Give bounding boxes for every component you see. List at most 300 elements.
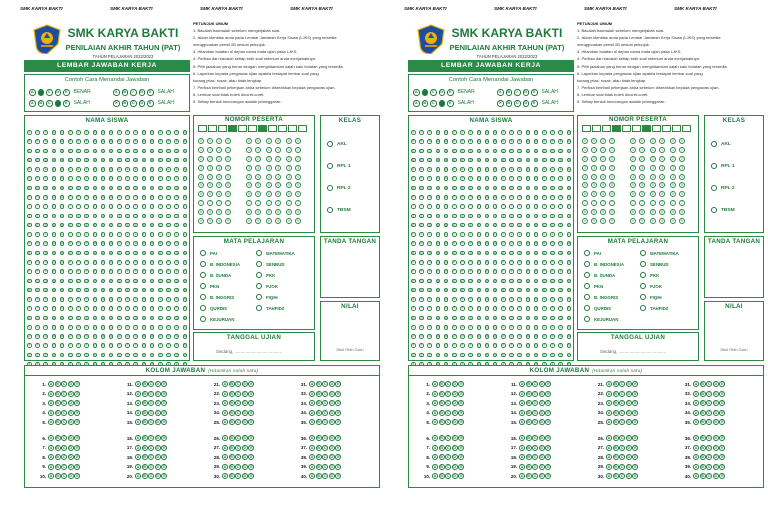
name-bubble[interactable]: H bbox=[159, 195, 162, 199]
name-bubble[interactable]: Y bbox=[85, 353, 88, 357]
name-bubble[interactable]: D bbox=[567, 158, 570, 162]
answer-bubble[interactable]: E bbox=[460, 382, 463, 386]
digit-bubble[interactable]: 0 bbox=[679, 138, 685, 144]
name-bubble[interactable]: Q bbox=[494, 279, 497, 283]
name-bubble[interactable]: E bbox=[543, 168, 546, 172]
name-bubble[interactable]: Q bbox=[461, 279, 464, 283]
digit-bubble[interactable]: 4 bbox=[639, 174, 645, 180]
digit-bubble[interactable]: 0 bbox=[659, 138, 665, 144]
name-bubble[interactable]: F bbox=[445, 177, 447, 181]
name-bubble[interactable]: M bbox=[175, 242, 178, 246]
name-bubble[interactable]: X bbox=[543, 344, 546, 348]
answer-bubble[interactable]: C bbox=[620, 455, 624, 460]
name-bubble[interactable]: M bbox=[445, 242, 448, 246]
digit-bubble[interactable]: 1 bbox=[609, 147, 615, 153]
answer-bubble[interactable]: B bbox=[614, 410, 617, 415]
name-bubble[interactable]: N bbox=[461, 251, 464, 255]
name-bubble[interactable]: C bbox=[428, 149, 431, 153]
name-bubble[interactable]: O bbox=[494, 260, 497, 264]
name-bubble[interactable]: D bbox=[551, 158, 554, 162]
answer-bubble[interactable]: D bbox=[69, 391, 73, 396]
name-bubble[interactable]: W bbox=[118, 335, 121, 339]
answer-bubble[interactable]: D bbox=[453, 391, 457, 396]
digit-bubble[interactable]: 0 bbox=[225, 138, 231, 144]
digit-bubble[interactable]: 2 bbox=[609, 156, 615, 162]
answer-bubble[interactable]: C bbox=[533, 445, 537, 450]
name-bubble[interactable]: P bbox=[126, 270, 129, 274]
name-bubble[interactable]: R bbox=[61, 288, 63, 292]
subject-radio[interactable] bbox=[200, 316, 206, 322]
name-bubble[interactable]: I bbox=[478, 205, 480, 209]
name-bubble[interactable]: J bbox=[494, 214, 496, 218]
name-bubble[interactable]: B bbox=[110, 140, 112, 144]
name-bubble[interactable]: A bbox=[527, 131, 529, 134]
name-bubble[interactable]: F bbox=[469, 177, 472, 181]
name-bubble[interactable]: G bbox=[518, 186, 521, 190]
name-bubble[interactable]: E bbox=[420, 168, 423, 172]
subject-option[interactable] bbox=[256, 272, 275, 278]
class-option[interactable] bbox=[711, 207, 735, 213]
answer-bubble[interactable]: E bbox=[163, 436, 166, 440]
name-bubble[interactable]: F bbox=[519, 177, 521, 181]
answer-bubble[interactable]: A bbox=[136, 455, 140, 460]
name-bubble[interactable]: E bbox=[110, 168, 112, 172]
name-bubble[interactable]: C bbox=[436, 149, 439, 153]
name-bubble[interactable]: S bbox=[143, 298, 145, 302]
name-bubble[interactable]: L bbox=[167, 233, 170, 237]
name-bubble[interactable]: C bbox=[61, 149, 63, 153]
answer-bubble[interactable]: E bbox=[547, 464, 550, 469]
answer-bubble[interactable]: C bbox=[707, 391, 711, 396]
name-bubble[interactable]: P bbox=[461, 270, 464, 274]
name-bubble[interactable]: J bbox=[110, 214, 112, 218]
name-bubble[interactable]: N bbox=[518, 251, 521, 255]
name-bubble[interactable]: W bbox=[69, 335, 72, 339]
name-bubble[interactable]: F bbox=[94, 177, 96, 181]
answer-bubble[interactable]: E bbox=[460, 410, 463, 415]
name-bubble[interactable]: L bbox=[102, 233, 104, 237]
answer-bubble[interactable]: A bbox=[433, 436, 437, 440]
name-bubble[interactable]: T bbox=[118, 307, 121, 311]
name-bubble[interactable]: W bbox=[44, 335, 47, 339]
number-cell[interactable] bbox=[662, 125, 671, 132]
answer-bubble[interactable]: E bbox=[634, 445, 637, 450]
name-bubble[interactable]: R bbox=[69, 288, 72, 292]
answer-bubble[interactable]: E bbox=[163, 455, 166, 460]
name-bubble[interactable]: H bbox=[183, 195, 186, 199]
name-bubble[interactable]: U bbox=[134, 316, 137, 320]
subject-radio[interactable] bbox=[256, 272, 262, 278]
name-bubble[interactable]: L bbox=[110, 233, 112, 237]
name-bubble[interactable]: O bbox=[412, 260, 415, 264]
name-bubble[interactable]: Y bbox=[551, 353, 554, 357]
name-bubble[interactable]: N bbox=[110, 251, 113, 255]
class-option[interactable] bbox=[327, 141, 347, 147]
digit-bubble[interactable]: 1 bbox=[255, 147, 261, 153]
answer-bubble[interactable]: B bbox=[614, 464, 617, 469]
name-bubble[interactable]: K bbox=[28, 223, 31, 227]
name-bubble[interactable]: Q bbox=[142, 279, 145, 283]
name-bubble[interactable]: I bbox=[519, 205, 521, 209]
name-bubble[interactable]: J bbox=[510, 214, 513, 218]
name-bubble[interactable]: K bbox=[184, 223, 186, 227]
name-bubble[interactable]: C bbox=[527, 149, 529, 153]
name-bubble[interactable]: R bbox=[518, 288, 521, 292]
name-bubble[interactable]: S bbox=[510, 298, 513, 302]
name-bubble[interactable]: L bbox=[45, 233, 47, 237]
name-bubble[interactable]: I bbox=[86, 205, 87, 209]
name-bubble[interactable]: X bbox=[102, 344, 104, 348]
subject-radio[interactable] bbox=[256, 261, 262, 267]
answer-bubble[interactable]: E bbox=[337, 455, 340, 460]
name-bubble[interactable]: B bbox=[118, 140, 121, 144]
digit-bubble[interactable]: 2 bbox=[600, 156, 606, 162]
name-bubble[interactable]: J bbox=[478, 214, 480, 218]
name-bubble[interactable]: G bbox=[61, 186, 63, 190]
digit-bubble[interactable]: 6 bbox=[295, 191, 301, 197]
number-cell[interactable] bbox=[228, 125, 237, 132]
name-bubble[interactable]: P bbox=[559, 270, 562, 274]
answer-bubble[interactable]: E bbox=[163, 474, 166, 479]
name-bubble[interactable]: Y bbox=[126, 353, 129, 357]
answer-bubble[interactable]: E bbox=[163, 401, 166, 406]
number-cell[interactable] bbox=[238, 125, 247, 132]
answer-bubble[interactable]: D bbox=[540, 391, 544, 396]
name-bubble[interactable]: I bbox=[110, 205, 112, 209]
name-bubble[interactable]: X bbox=[28, 344, 31, 348]
name-bubble[interactable]: B bbox=[159, 140, 162, 144]
number-cell[interactable] bbox=[622, 125, 631, 132]
name-bubble[interactable]: R bbox=[28, 288, 31, 292]
name-bubble[interactable]: T bbox=[469, 307, 472, 311]
name-bubble[interactable]: S bbox=[469, 298, 472, 302]
name-bubble[interactable]: C bbox=[510, 149, 513, 153]
digit-bubble[interactable]: 8 bbox=[679, 209, 685, 215]
answer-bubble[interactable]: E bbox=[250, 382, 253, 386]
answer-bubble[interactable]: E bbox=[547, 410, 550, 415]
answer-bubble[interactable]: E bbox=[460, 420, 463, 425]
name-bubble[interactable]: V bbox=[502, 325, 505, 329]
digit-bubble[interactable]: 3 bbox=[255, 165, 261, 171]
answer-bubble[interactable]: A bbox=[433, 401, 437, 406]
digit-bubble[interactable]: 8 bbox=[600, 209, 606, 215]
name-bubble[interactable]: D bbox=[518, 158, 521, 162]
class-option[interactable] bbox=[327, 185, 351, 191]
answer-bubble[interactable]: D bbox=[243, 474, 247, 479]
name-bubble[interactable]: R bbox=[151, 288, 153, 292]
name-bubble[interactable]: U bbox=[175, 316, 178, 320]
name-bubble[interactable]: G bbox=[159, 186, 162, 190]
digit-bubble[interactable]: 2 bbox=[591, 156, 597, 162]
answer-bubble[interactable]: C bbox=[533, 455, 537, 460]
name-bubble[interactable]: B bbox=[28, 140, 31, 144]
digit-bubble[interactable]: 0 bbox=[639, 138, 645, 144]
name-bubble[interactable]: X bbox=[93, 344, 96, 348]
name-bubble[interactable]: R bbox=[477, 288, 480, 292]
answer-bubble[interactable]: D bbox=[714, 391, 718, 396]
name-bubble[interactable]: J bbox=[519, 214, 521, 218]
name-bubble[interactable]: T bbox=[167, 307, 170, 311]
answer-bubble[interactable]: D bbox=[330, 436, 334, 440]
name-bubble[interactable]: H bbox=[502, 195, 505, 199]
name-bubble[interactable]: M bbox=[477, 242, 480, 246]
class-radio[interactable] bbox=[711, 185, 717, 191]
answer-bubble[interactable]: C bbox=[236, 445, 240, 450]
digit-bubble[interactable]: 0 bbox=[630, 138, 636, 144]
name-bubble[interactable]: R bbox=[93, 288, 96, 292]
name-bubble[interactable]: G bbox=[477, 186, 480, 190]
name-bubble[interactable]: I bbox=[494, 205, 496, 209]
name-bubble[interactable]: B bbox=[428, 140, 431, 144]
name-bubble[interactable]: M bbox=[28, 242, 31, 246]
answer-bubble[interactable]: E bbox=[76, 464, 79, 469]
name-bubble[interactable]: R bbox=[510, 288, 513, 292]
answer-bubble[interactable]: D bbox=[243, 410, 247, 415]
digit-bubble[interactable]: 4 bbox=[582, 174, 588, 180]
answer-bubble[interactable]: D bbox=[69, 464, 73, 469]
name-bubble[interactable]: B bbox=[143, 140, 145, 144]
name-bubble[interactable]: H bbox=[118, 195, 121, 199]
digit-bubble[interactable]: 9 bbox=[198, 218, 204, 224]
name-bubble[interactable]: H bbox=[134, 195, 137, 199]
name-bubble[interactable]: Q bbox=[477, 279, 480, 283]
name-bubble[interactable]: Y bbox=[53, 353, 55, 357]
answer-bubble[interactable]: C bbox=[707, 455, 711, 460]
name-bubble[interactable]: G bbox=[420, 186, 423, 190]
name-bubble[interactable]: P bbox=[167, 270, 170, 274]
digit-bubble[interactable]: 9 bbox=[275, 218, 281, 224]
number-cell[interactable] bbox=[672, 125, 681, 132]
name-bubble[interactable]: A bbox=[535, 131, 537, 134]
name-bubble[interactable]: W bbox=[444, 335, 448, 339]
answer-bubble[interactable]: E bbox=[721, 445, 724, 450]
digit-bubble[interactable]: 2 bbox=[630, 156, 636, 162]
answer-bubble[interactable]: A bbox=[607, 445, 611, 450]
answer-bubble[interactable]: D bbox=[330, 410, 334, 415]
answer-bubble[interactable]: B bbox=[527, 420, 530, 425]
answer-bubble[interactable]: E bbox=[721, 464, 724, 469]
answer-bubble[interactable]: B bbox=[143, 391, 146, 396]
name-bubble[interactable]: A bbox=[44, 131, 47, 134]
answer-bubble[interactable]: A bbox=[49, 474, 53, 479]
name-bubble[interactable]: S bbox=[412, 298, 415, 302]
name-bubble[interactable]: N bbox=[453, 251, 456, 255]
name-bubble[interactable]: R bbox=[436, 288, 439, 292]
digit-bubble[interactable]: 7 bbox=[225, 200, 231, 206]
name-bubble[interactable]: W bbox=[559, 335, 562, 339]
answer-bubble[interactable]: C bbox=[236, 436, 240, 440]
name-bubble[interactable]: D bbox=[420, 158, 423, 162]
name-bubble[interactable]: V bbox=[85, 325, 88, 329]
name-bubble[interactable]: X bbox=[85, 344, 88, 348]
name-bubble[interactable]: I bbox=[560, 205, 561, 209]
answer-bubble[interactable]: A bbox=[49, 445, 53, 450]
name-bubble[interactable]: P bbox=[77, 270, 80, 274]
name-bubble[interactable]: C bbox=[134, 149, 137, 153]
subject-option[interactable] bbox=[256, 294, 278, 300]
name-bubble[interactable]: K bbox=[44, 223, 47, 227]
answer-bubble[interactable]: C bbox=[533, 436, 537, 440]
digit-bubble[interactable]: 2 bbox=[582, 156, 588, 162]
name-bubble[interactable]: A bbox=[453, 131, 456, 134]
name-bubble[interactable]: C bbox=[36, 149, 39, 153]
subject-radio[interactable] bbox=[200, 272, 206, 278]
answer-bubble[interactable]: C bbox=[533, 391, 537, 396]
name-bubble[interactable]: R bbox=[551, 288, 554, 292]
digit-bubble[interactable]: 7 bbox=[659, 200, 665, 206]
answer-bubble[interactable]: C bbox=[446, 445, 450, 450]
digit-bubble[interactable]: 3 bbox=[225, 165, 231, 171]
digit-bubble[interactable]: 5 bbox=[679, 182, 685, 188]
answer-bubble[interactable]: E bbox=[721, 455, 724, 460]
name-bubble[interactable]: U bbox=[118, 316, 121, 320]
name-bubble[interactable]: K bbox=[175, 223, 178, 227]
name-bubble[interactable]: F bbox=[36, 177, 39, 181]
name-bubble[interactable]: N bbox=[486, 251, 488, 255]
answer-bubble[interactable]: D bbox=[330, 445, 334, 450]
name-bubble[interactable]: K bbox=[543, 223, 546, 227]
name-bubble[interactable]: E bbox=[412, 168, 415, 172]
answer-bubble[interactable]: D bbox=[714, 382, 718, 386]
name-bubble[interactable]: N bbox=[494, 251, 497, 255]
name-bubble[interactable]: T bbox=[110, 307, 112, 311]
name-bubble[interactable]: R bbox=[461, 288, 464, 292]
name-bubble[interactable]: K bbox=[159, 223, 162, 227]
name-bubble[interactable]: F bbox=[126, 177, 129, 181]
name-bubble[interactable]: H bbox=[167, 195, 170, 199]
name-bubble[interactable]: Y bbox=[518, 353, 521, 357]
name-bubble[interactable]: P bbox=[53, 270, 55, 274]
answer-bubble[interactable]: B bbox=[230, 445, 233, 450]
name-bubble[interactable]: E bbox=[568, 168, 570, 172]
name-bubble[interactable]: E bbox=[102, 168, 104, 172]
digit-bubble[interactable]: 4 bbox=[630, 174, 636, 180]
digit-bubble[interactable]: 3 bbox=[582, 165, 588, 171]
answer-bubble[interactable]: A bbox=[223, 410, 227, 415]
name-bubble[interactable]: D bbox=[36, 158, 39, 162]
name-bubble[interactable]: A bbox=[494, 131, 496, 134]
digit-bubble[interactable]: 3 bbox=[286, 165, 292, 171]
name-bubble[interactable]: B bbox=[543, 140, 546, 144]
answer-bubble[interactable]: D bbox=[540, 436, 544, 440]
name-bubble[interactable]: S bbox=[535, 298, 537, 302]
name-bubble[interactable]: H bbox=[52, 195, 55, 199]
name-bubble[interactable]: S bbox=[69, 298, 72, 302]
name-bubble[interactable]: W bbox=[134, 335, 137, 339]
name-bubble[interactable]: I bbox=[503, 205, 504, 209]
name-bubble[interactable]: Q bbox=[126, 279, 129, 283]
name-bubble[interactable]: I bbox=[37, 205, 38, 209]
answer-bubble[interactable]: A bbox=[136, 382, 140, 386]
class-option[interactable] bbox=[711, 163, 735, 169]
name-bubble[interactable]: S bbox=[175, 298, 178, 302]
subject-option[interactable] bbox=[256, 261, 285, 267]
name-bubble[interactable]: E bbox=[551, 168, 554, 172]
name-bubble[interactable]: L bbox=[184, 233, 186, 237]
name-bubble[interactable]: O bbox=[469, 260, 472, 264]
answer-bubble[interactable]: A bbox=[520, 382, 524, 386]
name-bubble[interactable]: T bbox=[543, 307, 546, 311]
name-bubble[interactable]: V bbox=[44, 325, 47, 329]
name-bubble[interactable]: A bbox=[151, 131, 153, 134]
name-bubble[interactable]: H bbox=[93, 195, 96, 199]
answer-bubble[interactable]: D bbox=[540, 382, 544, 386]
name-bubble[interactable]: Q bbox=[134, 279, 137, 283]
answer-bubble[interactable]: D bbox=[627, 474, 631, 479]
number-cell[interactable] bbox=[198, 125, 207, 132]
name-bubble[interactable]: H bbox=[420, 195, 423, 199]
name-bubble[interactable]: N bbox=[428, 251, 431, 255]
name-bubble[interactable]: X bbox=[469, 344, 472, 348]
name-bubble[interactable]: N bbox=[551, 251, 554, 255]
answer-bubble[interactable]: A bbox=[223, 464, 227, 469]
answer-bubble[interactable]: E bbox=[634, 420, 637, 425]
answer-bubble[interactable]: C bbox=[707, 382, 711, 386]
name-bubble[interactable]: L bbox=[118, 233, 121, 237]
name-bubble[interactable]: D bbox=[412, 158, 415, 162]
answer-bubble[interactable]: D bbox=[453, 445, 457, 450]
digit-bubble[interactable]: 9 bbox=[225, 218, 231, 224]
class-radio[interactable] bbox=[327, 163, 333, 169]
name-bubble[interactable]: U bbox=[44, 316, 47, 320]
name-bubble[interactable]: H bbox=[527, 195, 529, 199]
name-bubble[interactable]: B bbox=[527, 140, 529, 144]
subject-option[interactable] bbox=[200, 316, 234, 322]
name-bubble[interactable]: F bbox=[486, 177, 488, 181]
answer-bubble[interactable]: C bbox=[236, 420, 240, 425]
name-bubble[interactable]: F bbox=[44, 177, 47, 181]
name-bubble[interactable]: Y bbox=[477, 353, 480, 357]
name-bubble[interactable]: X bbox=[502, 344, 505, 348]
answer-bubble[interactable]: A bbox=[136, 474, 140, 479]
name-bubble[interactable]: V bbox=[184, 325, 186, 329]
answer-bubble[interactable]: E bbox=[163, 464, 166, 469]
name-bubble[interactable]: X bbox=[445, 344, 447, 348]
name-bubble[interactable]: F bbox=[510, 177, 513, 181]
name-bubble[interactable]: A bbox=[118, 131, 121, 134]
name-bubble[interactable]: V bbox=[477, 325, 480, 329]
answer-bubble[interactable]: A bbox=[136, 420, 140, 425]
name-bubble[interactable]: J bbox=[568, 214, 570, 218]
name-bubble[interactable]: M bbox=[101, 242, 104, 246]
number-cell[interactable] bbox=[652, 125, 661, 132]
answer-bubble[interactable]: A bbox=[223, 474, 227, 479]
name-bubble[interactable]: J bbox=[118, 214, 120, 218]
name-bubble[interactable]: W bbox=[494, 335, 497, 339]
answer-bubble[interactable]: C bbox=[446, 420, 450, 425]
name-bubble[interactable]: B bbox=[477, 140, 480, 144]
name-bubble[interactable]: K bbox=[494, 223, 496, 227]
digit-bubble[interactable]: 4 bbox=[246, 174, 252, 180]
name-bubble[interactable]: W bbox=[150, 335, 154, 339]
name-bubble[interactable]: F bbox=[428, 177, 431, 181]
name-bubble[interactable]: G bbox=[526, 186, 529, 190]
name-bubble[interactable]: T bbox=[437, 307, 439, 311]
name-bubble[interactable]: K bbox=[527, 223, 529, 227]
name-bubble[interactable]: Y bbox=[502, 353, 505, 357]
answer-bubble[interactable]: B bbox=[143, 420, 146, 425]
name-bubble[interactable]: P bbox=[412, 270, 415, 274]
answer-bubble[interactable]: D bbox=[330, 382, 334, 386]
name-bubble[interactable]: H bbox=[567, 195, 570, 199]
answer-bubble[interactable]: A bbox=[136, 410, 140, 415]
name-bubble[interactable]: F bbox=[151, 177, 153, 181]
digit-bubble[interactable]: 9 bbox=[286, 218, 292, 224]
digit-bubble[interactable]: 3 bbox=[600, 165, 606, 171]
name-bubble[interactable]: M bbox=[453, 242, 456, 246]
name-bubble[interactable]: Y bbox=[527, 353, 529, 357]
name-bubble[interactable]: K bbox=[453, 223, 456, 227]
